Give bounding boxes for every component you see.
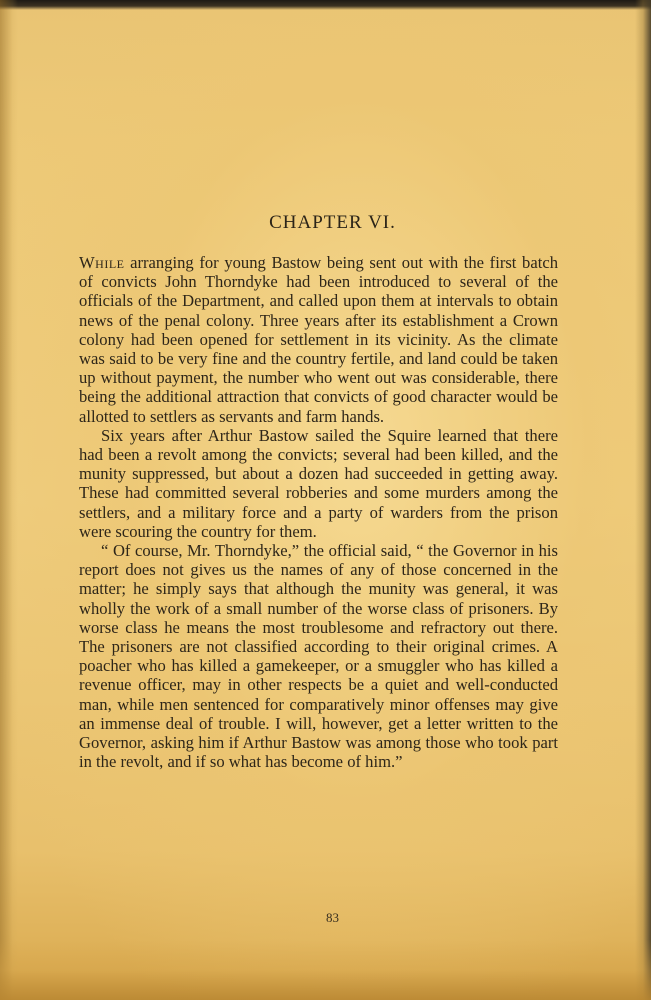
page-left-edge [0, 0, 18, 1000]
page-number: 83 [326, 910, 339, 925]
paragraph-1-text: arranging for young Bastow being sent out with the first batch of convicts John Thorndyke had been introduced to several of the officials of the Department, and called upon them at intervals to obtain news of the penal colony. Three years after its establishment a Crown colony had been opened for settlement in its vicinity. As the climate was said to be very fine and the country fertile, and land could be taken up without payment, the number who went out was considerable, there being the additional attraction that convicts of good character would be allotted to settlers as servants and farm hands. [79, 253, 558, 426]
page-right-edge [635, 0, 651, 1000]
paragraph-2: Six years after Arthur Bastow sailed the Squire learned that there had been a revolt among the convicts; several had been killed, and the munity suppressed, but about a dozen had succeeded in getting away. These had committed several robberies and some murders among the settlers, and a military force and a party of warders from the prison were scouring the country for them. [79, 425, 558, 541]
page-bottom-edge [0, 940, 651, 1000]
chapter-body [79, 253, 558, 771]
chapter-heading: CHAPTER VI. [269, 212, 396, 233]
paragraph-1 [79, 253, 558, 426]
paragraph-lead-word: While [79, 253, 125, 272]
paragraph-3: “ Of course, Mr. Thorndyke,” the official said, “ the Governor in his report does not gives us the names of any of those concerned in the matter; he simply says that although the munity was general, it was wholly the work of a small number of the worse class of prisoners. By worse class he means the most troublesome and refractory out there. The prisoners are not classified according to their original crimes. A poacher who has killed a gamekeeper, or a smuggler who has killed a revenue officer, may in other respects be a quiet and well-conducted man, while men sentenced for comparatively minor offenses may give an immense deal of trouble. I will, however, get a letter written to the Governor, asking him if Arthur Bastow was among those who took part in the revolt, and if so what has become of him.” [79, 541, 558, 772]
page-top-edge [0, 0, 651, 10]
